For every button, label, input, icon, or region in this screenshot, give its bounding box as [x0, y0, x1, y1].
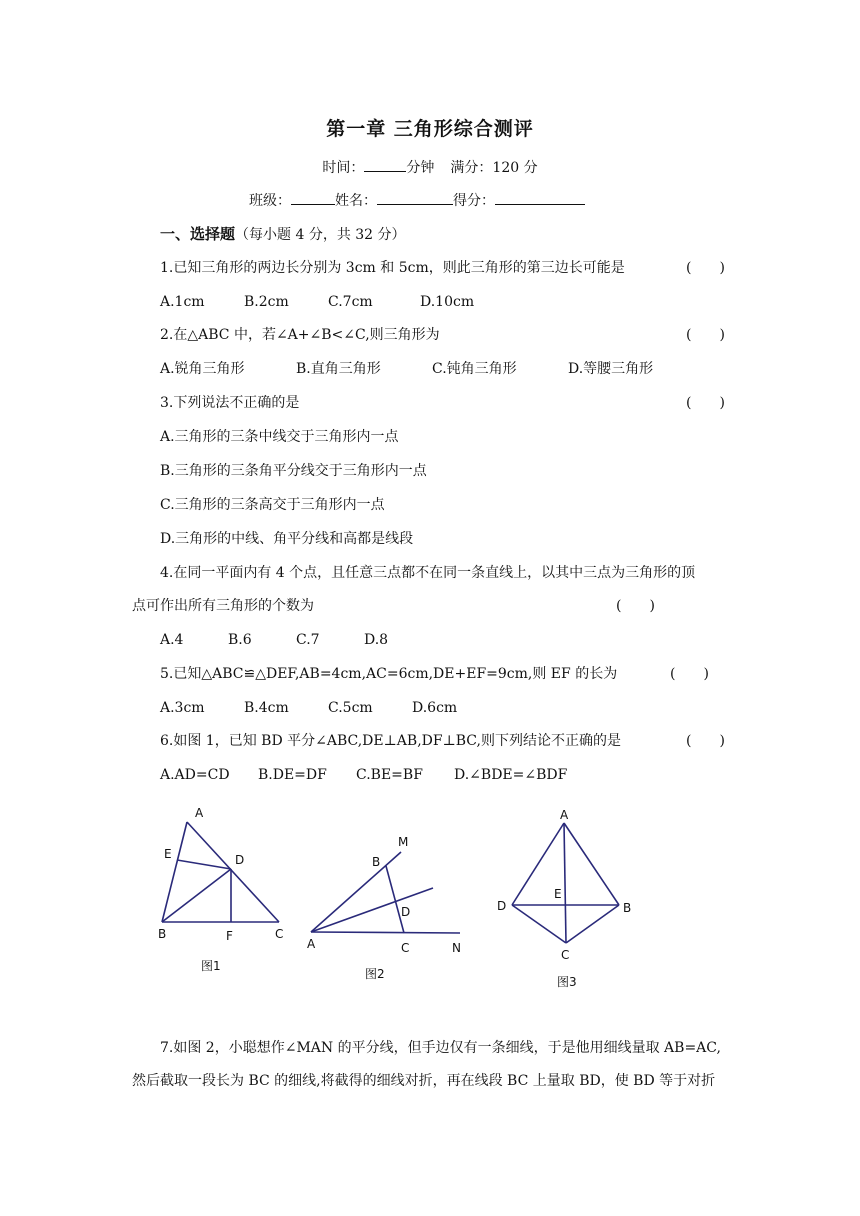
fig2-ray-am: [311, 852, 401, 932]
fig2-label-c: C: [401, 941, 410, 955]
q2-option-b: B.直角三角形: [296, 361, 381, 377]
fig2-label-b: B: [372, 855, 381, 869]
fig1-label-e: E: [164, 847, 172, 861]
q1-option-d: D.10cm: [420, 294, 475, 310]
q6-option-c: C.BE=BF: [356, 767, 423, 783]
fig3-side-bc: [566, 905, 619, 943]
q5-option-c: C.5cm: [328, 700, 373, 716]
fig3-label-e: E: [554, 887, 562, 901]
fig1-bisector-bd: [162, 869, 231, 922]
q2-option-a: A.锐角三角形: [160, 361, 245, 377]
q4-option-d: D.8: [364, 632, 389, 648]
q1-option-c: C.7cm: [328, 294, 373, 310]
question-1: 1.已知三角形的两边长分别为 3cm 和 5cm，则此三角形的第三边长可能是: [160, 260, 625, 276]
figure-2: [311, 852, 460, 933]
q1-option-a: A.1cm: [160, 294, 205, 310]
score-label: 得分：: [453, 193, 495, 209]
q6-option-b: B.DE=DF: [258, 767, 327, 783]
fig1-side-ab: [162, 822, 187, 922]
fig1-label-b: B: [158, 927, 167, 941]
q5-option-b: B.4cm: [244, 700, 289, 716]
q5-option-d: D.6cm: [412, 700, 458, 716]
q1-option-b: B.2cm: [244, 294, 289, 310]
fig3-label-d: D: [497, 899, 507, 913]
fig1-label-d: D: [235, 853, 245, 867]
fig3-label-a: A: [560, 808, 569, 822]
answer-paren-4: ( ): [616, 598, 655, 614]
q3-option-d: D.三角形的中线、角平分线和高都是线段: [160, 531, 414, 547]
answer-paren-3: ( ): [686, 395, 725, 411]
question-4-line-2: 点可作出所有三角形的个数为: [132, 598, 314, 614]
fig2-label-n: N: [452, 941, 461, 955]
q2-option-d: D.等腰三角形: [568, 361, 654, 377]
q5-option-a: A.3cm: [160, 700, 205, 716]
q3-option-c: C.三角形的三条高交于三角形内一点: [160, 497, 385, 513]
q4-option-c: C.7: [296, 632, 320, 648]
question-4-line-1: 4.在同一平面内有 4 个点，且任意三点都不在同一条直线上，以其中三点为三角形的顶: [160, 565, 696, 581]
fig1-label-c: C: [275, 927, 284, 941]
q6-option-d: D.∠BDE=∠BDF: [454, 767, 568, 783]
q2-option-c: C.钝角三角形: [432, 361, 517, 377]
question-7-line-1: 7.如图 2，小聪想作∠MAN 的平分线，但手边仅有一条细线，于是他用细线量取 AB=AC,: [160, 1040, 721, 1056]
fig2-ray-an: [311, 932, 460, 933]
fig3-label-b: B: [623, 901, 632, 915]
answer-paren-5: ( ): [670, 666, 709, 682]
answer-paren-2: ( ): [686, 327, 725, 343]
name-label: 姓名：: [335, 193, 377, 209]
question-3: 3.下列说法不正确的是: [160, 395, 300, 411]
full-marks: 满分：120 分: [450, 160, 538, 176]
section-note: （每小题 4 分，共 32 分）: [235, 227, 406, 243]
question-5: 5.已知△ABC≌△DEF,AB=4cm,AC=6cm,DE+EF=9cm,则 EF 的长为: [160, 666, 618, 682]
fig1-side-ac: [187, 822, 279, 922]
time-label: 时间：: [322, 160, 365, 176]
q3-option-a: A.三角形的三条中线交于三角形内一点: [160, 429, 399, 445]
fig2-label-a: A: [307, 937, 316, 951]
figure-3: [512, 823, 619, 943]
fig2-caption: 图2: [365, 967, 385, 981]
section-title: 一、选择题: [160, 225, 236, 243]
fig1-label-a: A: [195, 806, 204, 820]
question-7-line-2: 然后截取一段长为 BC 的细线,将截得的细线对折，再在线段 BC 上量取 BD，使 BD 等于对折: [132, 1073, 716, 1089]
fig1-label-f: F: [226, 929, 233, 943]
answer-paren-6: ( ): [686, 733, 725, 749]
fig3-side-ab: [564, 823, 619, 905]
fig2-label-m: M: [398, 835, 409, 849]
fig2-bisector-ad: [311, 888, 433, 932]
q4-option-a: A.4: [160, 632, 184, 648]
fig3-diagonal-ac: [564, 823, 566, 943]
q6-option-a: A.AD=CD: [160, 767, 230, 783]
class-label: 班级：: [249, 193, 291, 209]
question-6: 6.如图 1，已知 BD 平分∠ABC,DE⊥AB,DF⊥BC,则下列结论不正确的是: [160, 733, 621, 749]
question-2: 2.在△ABC 中，若∠A+∠B<∠C,则三角形为: [160, 327, 440, 343]
q4-option-b: B.6: [228, 632, 252, 648]
fig3-caption: 图3: [557, 975, 577, 989]
fig2-label-d: D: [401, 905, 411, 919]
page-title: 第一章 三角形综合测评: [326, 118, 534, 140]
q3-option-b: B.三角形的三条角平分线交于三角形内一点: [160, 463, 427, 479]
fig1-caption: 图1: [201, 959, 221, 973]
fig3-label-c: C: [561, 948, 570, 962]
time-unit: 分钟: [406, 160, 435, 176]
answer-paren-1: ( ): [686, 260, 725, 276]
fig3-side-dc: [512, 905, 566, 943]
